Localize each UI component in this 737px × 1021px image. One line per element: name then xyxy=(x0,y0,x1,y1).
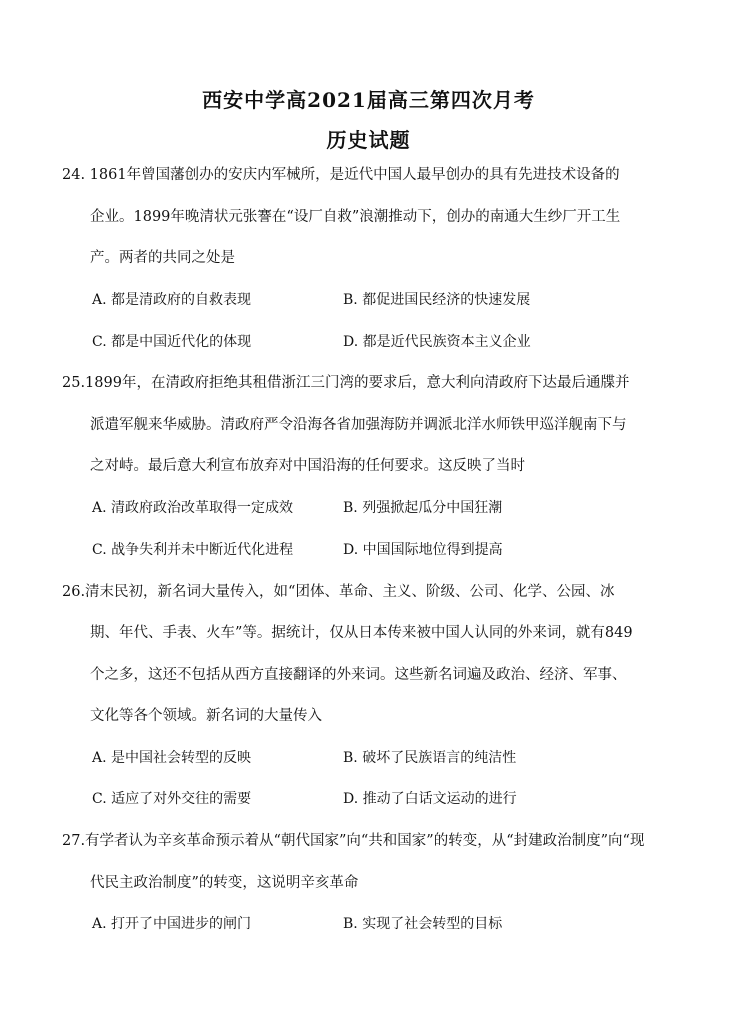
question-27-line-1: 27.有学者认为辛亥革命预示着从“朝代国家”向“共和国家”的转变，从“封建政治制度”向“现 xyxy=(62,833,645,849)
question-24-line-2: 企业。1899年晚清状元张謇在“设厂自救”浪潮推动下，创办的南通大生纱厂开工生 xyxy=(90,209,621,225)
question-27-line-2: 代民主政治制度”的转变，这说明辛亥革命 xyxy=(90,875,359,891)
question-25-option-d: D. 中国国际地位得到提高 xyxy=(343,542,503,558)
question-25-line-3: 之对峙。最后意大利宣布放弃对中国沿海的任何要求。这反映了当时 xyxy=(90,458,525,474)
question-26-line-3: 个之多，这还不包括从西方直接翻译的外来词。这些新名词遍及政治、经济、军事、 xyxy=(90,667,627,683)
question-26-line-1: 26.清末民初，新名词大量传入，如“团体、革命、主义、阶级、公司、化学、公园、冰 xyxy=(62,584,615,600)
question-25-option-c: C. 战争失利并未中断近代化进程 xyxy=(92,542,294,558)
question-27-option-a: A. 打开了中国进步的闸门 xyxy=(92,916,252,932)
question-27-option-b: B. 实现了社会转型的目标 xyxy=(343,916,503,932)
question-25-option-a: A. 清政府政治改革取得一定成效 xyxy=(92,500,294,516)
question-24-option-d: D. 都是近代民族资本主义企业 xyxy=(343,334,531,350)
question-26-option-d: D. 推动了白话文运动的进行 xyxy=(343,791,517,807)
question-26-line-2: 期、年代、手表、火车”等。据统计，仅从日本传来被中国人认同的外来词，就有849 xyxy=(90,625,633,641)
subject-title: 历史试题 xyxy=(326,128,411,152)
question-25-option-b: B. 列强掀起瓜分中国狂潮 xyxy=(343,500,503,516)
question-25-line-1: 25.1899年，在清政府拒绝其租借浙江三门湾的要求后，意大利向清政府下达最后通牒并 xyxy=(62,375,630,391)
question-26-option-a: A. 是中国社会转型的反映 xyxy=(92,750,252,766)
question-25-line-2: 派遣军舰来华威胁。清政府严令沿海各省加强海防并调派北洋水师铁甲巡洋舰南下与 xyxy=(90,417,627,433)
question-24-option-a: A. 都是清政府的自救表现 xyxy=(92,292,252,308)
question-24-option-c: C. 都是中国近代化的体现 xyxy=(92,334,252,350)
exam-title: 西安中学高2021届高三第四次月考 xyxy=(202,88,535,112)
question-26-line-4: 文化等各个领域。新名词的大量传入 xyxy=(90,708,322,724)
question-26-option-c: C. 适应了对外交往的需要 xyxy=(92,791,252,807)
question-24-option-b: B. 都促进国民经济的快速发展 xyxy=(343,292,531,308)
question-24-line-1: 24. 1861年曾国藩创办的安庆内军械所，是近代中国人最早创办的具有先进技术设备的 xyxy=(62,167,620,183)
question-26-option-b: B. 破坏了民族语言的纯洁性 xyxy=(343,750,517,766)
question-24-line-3: 产。两者的共同之处是 xyxy=(90,250,235,266)
